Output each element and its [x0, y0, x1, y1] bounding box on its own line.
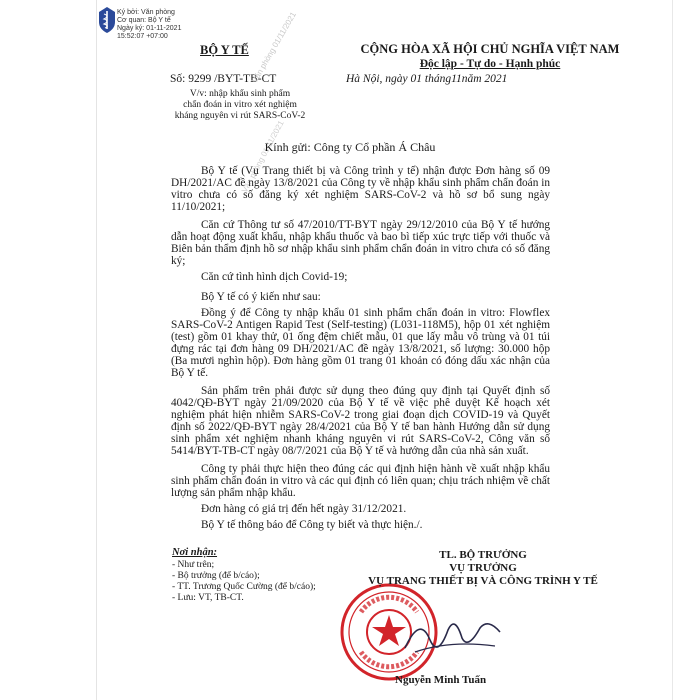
subject-line-3: kháng nguyên vi rút SARS-CoV-2: [174, 111, 306, 121]
signer-department: VỤ TRANG THIẾT BỊ VÀ CÔNG TRÌNH Y TẾ: [368, 575, 598, 587]
signature-agency: Cơ quan: Bộ Y tế: [117, 17, 171, 24]
greeting: Kính gửi: Công ty Cổ phần Á Châu: [264, 140, 436, 154]
body-paragraph: Bộ Y tế có ý kiến như sau:: [201, 291, 321, 303]
digital-signature-block: [117, 9, 181, 41]
scan-edge-left: [96, 0, 97, 700]
place-and-date: Hà Nội, ngày 01 tháng11năm 2021: [346, 73, 508, 85]
body-paragraph: Đồng ý để Công ty nhập khẩu 01 sinh phẩm chẩn đoán in vitro: Flowflex SARS-CoV-2 Antigen Rapid Test (Self-testing) (L031-118M5), hộp 01 xét nghiệm (test) gồm 01 khay thử, 01 ống đệm chiết mẫu, 01 que lấy mẫu vô trùng và 01 túi đựng rác tại đơn hàng 09 DH/2021/AC đề ngày 13/8/2021, số lượng: 30.000 hộp (Ba mươi nghìn hộp). Đơn hàng gồm 01 trang 01 khoản có đóng dấu xác nhận của Bộ Y tế.: [171, 307, 550, 379]
handwritten-signature-icon: [400, 610, 510, 660]
recipient-item: - Bộ trưởng (để b/cáo);: [172, 571, 260, 581]
body-paragraph: Căn cứ Thông tư số 47/2010/TT-BYT ngày 29/12/2010 của Bộ Y tế hướng dẫn hoạt động xuất khẩu, nhập khẩu thuốc và bao bì tiếp xúc trực tiếp với thuốc và Biên bản thẩm định hồ sơ nhập khẩu sinh phẩm chẩn đoán in vitro chưa có số đăng ký;: [171, 219, 550, 267]
scan-edge-right: [672, 0, 673, 700]
recipient-item: - Lưu: VT, TB-CT.: [172, 593, 244, 603]
issuer-name: BỘ Y TẾ: [200, 43, 249, 57]
subject-line-1: V/v: nhập khẩu sinh phẩm: [189, 89, 291, 99]
stamp-watermark: Văn phòng 01/11/2021: [250, 10, 298, 85]
subject-line-2: chẩn đoán in vitro xét nghiệm: [183, 100, 297, 110]
signature-signer: Ký bởi: Văn phòng: [117, 9, 175, 16]
ministry-logo-icon: [97, 6, 117, 34]
signature-time: 15:52:07 +07:00: [117, 33, 168, 40]
body-paragraph: Bộ Y tế (Vụ Trang thiết bị và Công trình y tế) nhận được Đơn hàng số 09 DH/2021/AC đề ngày 13/8/2021 của Công ty về nhập khẩu sinh phẩm chẩn đoán in vitro chưa có số đăng ký xét nghiệm SARS-CoV-2 và hồ sơ bổ sung ngày 11/10/2021;: [171, 165, 550, 213]
national-motto: Độc lập - Tự do - Hạnh phúc: [419, 58, 561, 70]
signer-name: Nguyễn Minh Tuấn: [395, 674, 487, 686]
signature-date: Ngày ký: 01-11-2021: [117, 25, 182, 32]
stamp-watermark-2: Văn phòng 01/11/2021: [240, 119, 286, 195]
signer-block: [333, 549, 633, 588]
body-paragraph: Sản phẩm trên phải được sử dụng theo đúng quy định tại Quyết định số 4042/QĐ-BYT ngày 21/09/2020 của Bộ Y tế về việc phê duyệt Kế hoạch xét nghiệm phát hiện nhiễm SARS-CoV-2 trong giai đoạn dịch COVID-19 và Quyết định số 2022/QĐ-BYT ngày 28/4/2021 của Bộ Y tế ban hành Hướng dẫn sử dụng sinh phẩm xét nghiệm nhanh kháng nguyên vi rút SARS-CoV-2, Công văn số 5414/BYT-TB-CT ngày 08/7/2021 của Bộ Y tế và hướng dẫn của nhà sản xuất.: [171, 385, 550, 457]
country-name: CỘNG HÒA XÃ HỘI CHỦ NGHĨA VIỆT NAM: [360, 42, 620, 56]
body-paragraph: Công ty phải thực hiện theo đúng các qui định hiện hành về xuất nhập khẩu sinh phẩm chẩn đoán in vitro và các qui định có liên quan; chịu trách nhiệm về chất lượng sản phẩm nhập khẩu.: [171, 463, 550, 499]
recipients-block: [172, 547, 316, 604]
body-paragraph: Bộ Y tế thông báo để Công ty biết và thực hiện./.: [201, 519, 423, 531]
signer-title-1: TL. BỘ TRƯỞNG: [439, 549, 527, 561]
body-paragraph: Căn cứ tình hình dịch Covid-19;: [201, 271, 348, 283]
recipient-item: - TT. Trương Quốc Cường (để b/cáo);: [172, 582, 316, 592]
recipients-title: Nơi nhận:: [172, 547, 218, 558]
national-header: [340, 42, 640, 72]
subject-line: [160, 89, 320, 122]
signer-title-2: VỤ TRƯỞNG: [449, 562, 517, 574]
recipient-item: - Như trên;: [172, 560, 215, 570]
document-number: Số: 9299 /BYT-TB-CT: [170, 73, 277, 85]
body-paragraph: Đơn hàng có giá trị đến hết ngày 31/12/2021.: [201, 503, 407, 515]
letter-body: [171, 165, 550, 537]
